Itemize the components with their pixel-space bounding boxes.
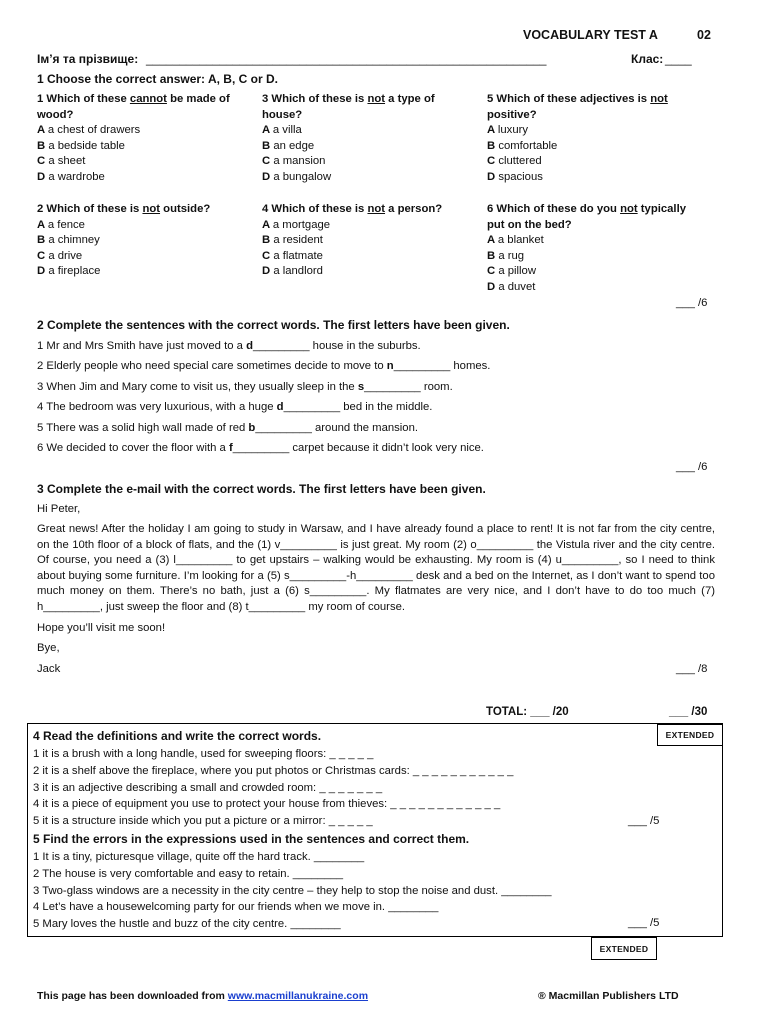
answer-option[interactable]	[487, 123, 702, 139]
option-letter: D	[262, 170, 274, 183]
sentence-letter: f	[228, 442, 233, 454]
sentence-pre: 5 There was a solid high wall made of red	[37, 421, 249, 434]
option-text: a fence	[47, 218, 85, 231]
question-pre: 4 Which of these is	[262, 203, 368, 215]
option-text: a bedside table	[48, 139, 125, 152]
answer-option[interactable]	[262, 123, 477, 139]
option-letter: C	[487, 155, 499, 167]
option-text: a chimney	[48, 234, 100, 246]
answer-option[interactable]	[37, 139, 252, 155]
sentence-2	[37, 359, 490, 373]
email-closing: Hope you’ll visit me soon!	[37, 622, 166, 634]
error-sentence-5[interactable]: 5 Mary loves the hustle and buzz of the city centre. ________	[33, 918, 341, 931]
option-text: a blanket	[497, 234, 544, 246]
name-label: Ім’я та прізвище:	[37, 52, 139, 66]
sentence-post: homes.	[450, 360, 491, 373]
question-post: be made of wood?	[37, 93, 230, 121]
sentence-5	[37, 421, 418, 435]
answer-option[interactable]	[37, 154, 252, 170]
sentence-letter: d	[276, 401, 284, 414]
option-letter: B	[262, 234, 274, 246]
footer-download-text: This page has been downloaded from	[37, 990, 228, 1002]
question-1	[37, 92, 252, 185]
section4-score: ___ /5	[628, 815, 660, 827]
sentence-pre: 6 We decided to cover the floor with a	[37, 442, 229, 454]
question-5	[262, 202, 477, 280]
answer-option[interactable]	[262, 170, 477, 186]
sentence-blank[interactable]: _________	[393, 360, 451, 373]
answer-option[interactable]	[487, 233, 702, 249]
question-text	[487, 92, 702, 123]
question-pre: 3 Which of these is	[262, 93, 368, 105]
option-text: a mortgage	[272, 218, 331, 231]
option-letter: C	[37, 155, 49, 167]
section1-score: ___ /6	[676, 297, 708, 309]
answer-option[interactable]	[262, 154, 477, 170]
option-text: cluttered	[498, 155, 542, 167]
answer-option[interactable]	[262, 139, 477, 155]
option-text: a duvet	[498, 280, 536, 293]
answer-option[interactable]	[37, 264, 252, 280]
definition-3[interactable]: 3 it is an adjective describing a small and crowded room: _ _ _ _ _ _ _	[33, 781, 383, 794]
answer-option[interactable]	[37, 123, 252, 139]
option-letter: C	[37, 249, 49, 262]
sentence-post: bed in the middle.	[340, 401, 433, 414]
sentence-4	[37, 400, 432, 414]
sentence-blank[interactable]: _________	[364, 380, 421, 393]
option-letter: A	[262, 218, 273, 231]
question-post: outside?	[160, 203, 211, 215]
option-text: spacious	[498, 170, 543, 183]
option-letter: C	[487, 265, 499, 277]
question-keyword: not	[367, 203, 386, 215]
definition-2[interactable]: 2 it is a shelf above the fireplace, where you put photos or Christmas cards: _ _ _ _ _ _ _ _ _ _ _	[33, 764, 514, 777]
option-text: a pillow	[498, 265, 536, 277]
question-text	[37, 92, 252, 123]
question-text	[262, 202, 477, 218]
question-keyword: not	[620, 203, 638, 215]
option-letter: B	[487, 139, 499, 152]
extended-tag-top: EXTENDED	[657, 724, 723, 746]
option-text: a drive	[48, 249, 83, 262]
sentence-1	[37, 339, 421, 353]
section3-score: ___ /8	[676, 663, 708, 675]
option-letter: D	[487, 170, 499, 183]
test-title: VOCABULARY TEST A	[523, 28, 658, 42]
answer-option[interactable]	[37, 218, 252, 234]
sentence-6	[37, 441, 484, 455]
option-text: a fireplace	[48, 265, 101, 277]
answer-option[interactable]	[487, 249, 702, 265]
section5-title: 5 Find the errors in the expressions used in the sentences and correct them.	[33, 832, 470, 846]
option-text: a chest of drawers	[47, 124, 141, 136]
email-bye: Bye,	[37, 642, 60, 654]
option-letter: A	[37, 124, 48, 136]
sentence-post: carpet because it didn’t look very nice.	[289, 442, 484, 454]
class-label: Клас:	[631, 52, 664, 66]
sentence-blank[interactable]: _________	[252, 340, 310, 352]
answer-option[interactable]	[487, 264, 702, 280]
question-text	[37, 202, 252, 218]
answer-option[interactable]	[487, 280, 702, 296]
question-text	[262, 92, 477, 123]
option-letter: D	[487, 280, 499, 293]
option-text: a mansion	[273, 155, 326, 167]
option-letter: A	[487, 124, 498, 136]
option-text: a villa	[272, 124, 302, 136]
option-letter: B	[487, 249, 499, 262]
definition-4[interactable]: 4 it is a piece of equipment you use to protect your house from thieves: _ _ _ _ _ _ _ _ _ _ _ _	[33, 798, 501, 811]
option-text: an edge	[273, 139, 315, 152]
sentence-pre: 4 The bedroom was very luxurious, with a huge	[37, 401, 277, 414]
sentence-post: house in the suburbs.	[309, 340, 421, 352]
option-text: a sheet	[48, 155, 86, 167]
sentence-3	[37, 380, 453, 394]
option-letter: B	[37, 234, 49, 246]
question-3	[487, 92, 702, 185]
section1-instruction: 1 Choose the correct answer: A, B, C or D.	[37, 72, 278, 86]
option-letter: D	[37, 170, 49, 183]
option-text: a bungalow	[273, 170, 332, 183]
answer-option[interactable]	[487, 154, 702, 170]
sentence-blank[interactable]: _________	[283, 401, 341, 414]
class-field[interactable]: ____	[665, 52, 692, 66]
sentence-pre: 3 When Jim and Mary come to visit us, they usually sleep in the	[37, 380, 358, 393]
footer-link[interactable]: www.macmillanukraine.com	[227, 990, 369, 1002]
answer-option[interactable]	[487, 139, 702, 155]
section2-instruction: 2 Complete the sentences with the correct words. The first letters have been given.	[37, 318, 510, 332]
option-text: a rug	[498, 249, 525, 262]
option-letter: B	[37, 139, 49, 152]
footer-download	[37, 990, 368, 1002]
option-letter: A	[262, 124, 273, 136]
option-text: a wardrobe	[48, 170, 105, 183]
sentence-letter: n	[386, 360, 394, 373]
question-2	[262, 92, 477, 185]
option-letter: D	[37, 265, 49, 277]
answer-option[interactable]	[487, 170, 702, 186]
question-6	[487, 202, 702, 295]
sentence-post: room.	[420, 380, 453, 393]
question-post: a type of house?	[262, 93, 435, 121]
question-pre: 6 Which of these do you	[487, 203, 621, 215]
sentence-post: around the mansion.	[311, 421, 419, 434]
sentence-pre: 1 Mr and Mrs Smith have just moved to a	[37, 340, 247, 352]
question-4	[37, 202, 252, 280]
footer-copyright: ® Macmillan Publishers LTD	[538, 990, 679, 1002]
section3-instruction: 3 Complete the e-mail with the correct words. The first letters have been given.	[37, 482, 486, 496]
question-keyword: cannot	[129, 93, 167, 105]
question-text	[487, 202, 702, 233]
sentence-pre: 2 Elderly people who need special care sometimes decide to move to	[37, 360, 387, 373]
answer-option[interactable]	[262, 218, 477, 234]
sentence-blank[interactable]: _________	[255, 421, 312, 434]
answer-option[interactable]	[262, 249, 477, 265]
extended-total-score: ___ /30	[669, 706, 708, 718]
answer-option[interactable]	[37, 249, 252, 265]
definition-1[interactable]: 1 it is a brush with a long handle, used for sweeping floors: _ _ _ _ _	[33, 748, 374, 760]
total-score: TOTAL: ___ /20	[486, 706, 569, 718]
sentence-blank[interactable]: _________	[232, 442, 290, 454]
answer-option[interactable]	[262, 264, 477, 280]
sentence-letter: d	[246, 340, 253, 352]
option-letter: C	[262, 155, 274, 167]
answer-option[interactable]	[37, 170, 252, 186]
option-letter: A	[487, 234, 498, 246]
sentence-letter: b	[248, 421, 256, 434]
option-text: comfortable	[498, 139, 558, 152]
option-text: a flatmate	[273, 249, 323, 262]
question-pre: 2 Which of these is	[37, 203, 143, 215]
name-field[interactable]: ____________________________________________________________	[146, 52, 547, 66]
error-sentence-2[interactable]: 2 The house is very comfortable and easy to retain. ________	[33, 867, 344, 880]
question-post: typically put on the bed?	[487, 203, 686, 231]
option-letter: B	[262, 139, 274, 152]
question-pre: 5 Which of these adjectives is	[487, 93, 651, 105]
option-text: a landlord	[273, 265, 323, 277]
extended-tag-bottom: EXTENDED	[591, 937, 657, 960]
option-letter: A	[37, 218, 48, 231]
email-signature: Jack	[37, 663, 61, 675]
section5-score: ___ /5	[628, 917, 660, 929]
question-post: positive?	[487, 108, 537, 121]
email-body: Great news! After the holiday I am going to study in Warsaw, and I have already found a place to rent! It is not far from the city centre, on the 10th floor of a block of flats, and the (1) v_________ is just great. My room (2) o_________ the Vistula river and the city centre. Of course, you need a (3) l_________ to get upstairs – walking would be exhausting. My room is (4) u_________, so I need to think about buying some furniture. I’m looking for a (5) s_________-h_________ desk and a bed on the Internet, as I don’t want to spend too much money on them. There’s no bath, just a (6) s_________. My flatmates are very nice, and I don’t have to do too much (7) h_________, just sweep the floor and (8) t_________ my room of course.	[37, 523, 715, 613]
option-text: luxury	[497, 124, 529, 136]
question-keyword: not	[142, 203, 161, 215]
sentence-letter: s	[357, 380, 365, 393]
definition-5[interactable]: 5 it is a structure inside which you put a picture or a mirror: _ _ _ _ _	[33, 815, 373, 828]
test-number: 02	[697, 28, 711, 42]
error-sentence-4[interactable]: 4 Let’s have a housewelcoming party for our friends when we move in. ________	[33, 901, 439, 914]
option-letter: C	[262, 249, 274, 262]
option-text: a resident	[273, 234, 323, 246]
section4-title: 4 Read the definitions and write the correct words.	[33, 729, 322, 743]
section2-score: ___ /6	[676, 461, 708, 473]
question-keyword: not	[367, 93, 386, 105]
question-post: a person?	[385, 203, 443, 215]
answer-option[interactable]	[37, 233, 252, 249]
answer-option[interactable]	[262, 233, 477, 249]
question-pre: 1 Which of these	[37, 93, 130, 105]
email-greeting: Hi Peter,	[37, 503, 81, 515]
error-sentence-3[interactable]: 3 Two-glass windows are a necessity in the city centre – they help to stop the noise and dust. ________	[33, 884, 552, 897]
option-letter: D	[262, 265, 274, 277]
error-sentence-1[interactable]: 1 It is a tiny, picturesque village, quite off the hard track. ________	[33, 851, 365, 863]
question-keyword: not	[650, 93, 668, 105]
